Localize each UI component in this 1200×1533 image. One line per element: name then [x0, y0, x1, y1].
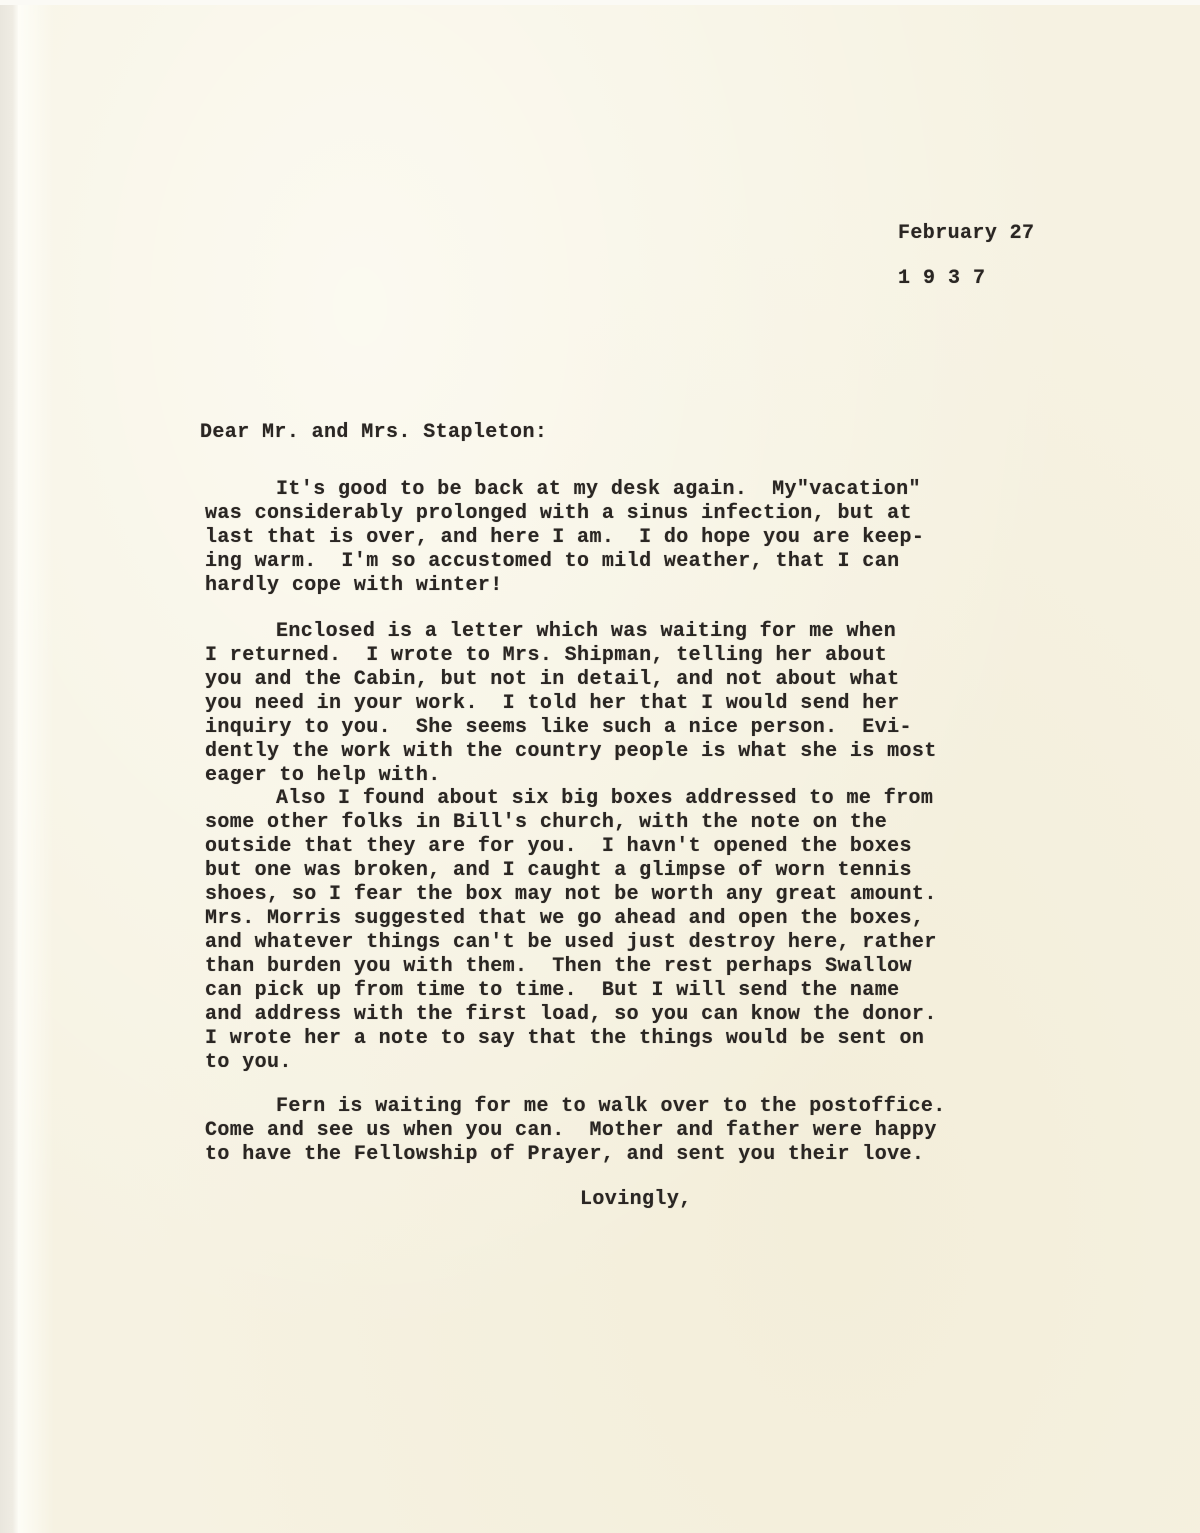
paragraph-line: to have the Fellowship of Prayer, and sent you their love. [205, 1143, 925, 1166]
paragraph-line: and address with the first load, so you can know the donor. [205, 1003, 937, 1026]
year-line: 1937 [898, 267, 999, 290]
paragraph-line: you need in your work. I told her that I would send her [205, 692, 900, 715]
paragraph-line: shoes, so I fear the box may not be worth any great amount. [205, 883, 937, 906]
paragraph-line: dently the work with the country people is what she is most [205, 740, 937, 763]
paragraph-line: inquiry to you. She seems like such a nice person. Evi- [205, 716, 912, 739]
paragraph-line: but one was broken, and I caught a glimpse of worn tennis [205, 859, 912, 882]
paper-left-edge [0, 0, 18, 1533]
salutation: Dear Mr. and Mrs. Stapleton: [200, 421, 548, 444]
paragraph-line: to you. [205, 1051, 292, 1074]
paragraph-line: Fern is waiting for me to walk over to the postoffice. [276, 1095, 946, 1118]
paper-top-edge [0, 0, 1200, 5]
paragraph-line: I returned. I wrote to Mrs. Shipman, telling her about [205, 644, 888, 667]
paragraph-line: Come and see us when you can. Mother and father were happy [205, 1119, 937, 1142]
paragraph-line: eager to help with. [205, 764, 441, 787]
paragraph-line: some other folks in Bill's church, with the note on the [205, 811, 888, 834]
paragraph-line: and whatever things can't be used just destroy here, rather [205, 931, 937, 954]
paragraph-line: you and the Cabin, but not in detail, and not about what [205, 668, 900, 691]
paragraph-line: hardly cope with winter! [205, 574, 503, 597]
paragraph-line: outside that they are for you. I havn't opened the boxes [205, 835, 912, 858]
paragraph-line: was considerably prolonged with a sinus infection, but at [205, 502, 912, 525]
paragraph-line: ing warm. I'm so accustomed to mild weather, that I can [205, 550, 900, 573]
paragraph-line: It's good to be back at my desk again. My"vacation" [276, 478, 921, 501]
closing: Lovingly, [580, 1188, 692, 1211]
paragraph-line: Mrs. Morris suggested that we go ahead and open the boxes, [205, 907, 925, 930]
paper-edge-highlight [18, 0, 54, 1533]
paragraph-line: last that is over, and here I am. I do hope you are keep- [205, 526, 925, 549]
paragraph-line: Also I found about six big boxes addressed to me from [276, 787, 934, 810]
paragraph-line: can pick up from time to time. But I will send the name [205, 979, 900, 1002]
date-line: February 27 [898, 222, 1035, 245]
paragraph-line: I wrote her a note to say that the things would be sent on [205, 1027, 925, 1050]
paragraph-line: Enclosed is a letter which was waiting for me when [276, 620, 897, 643]
paragraph-line: than burden you with them. Then the rest perhaps Swallow [205, 955, 912, 978]
